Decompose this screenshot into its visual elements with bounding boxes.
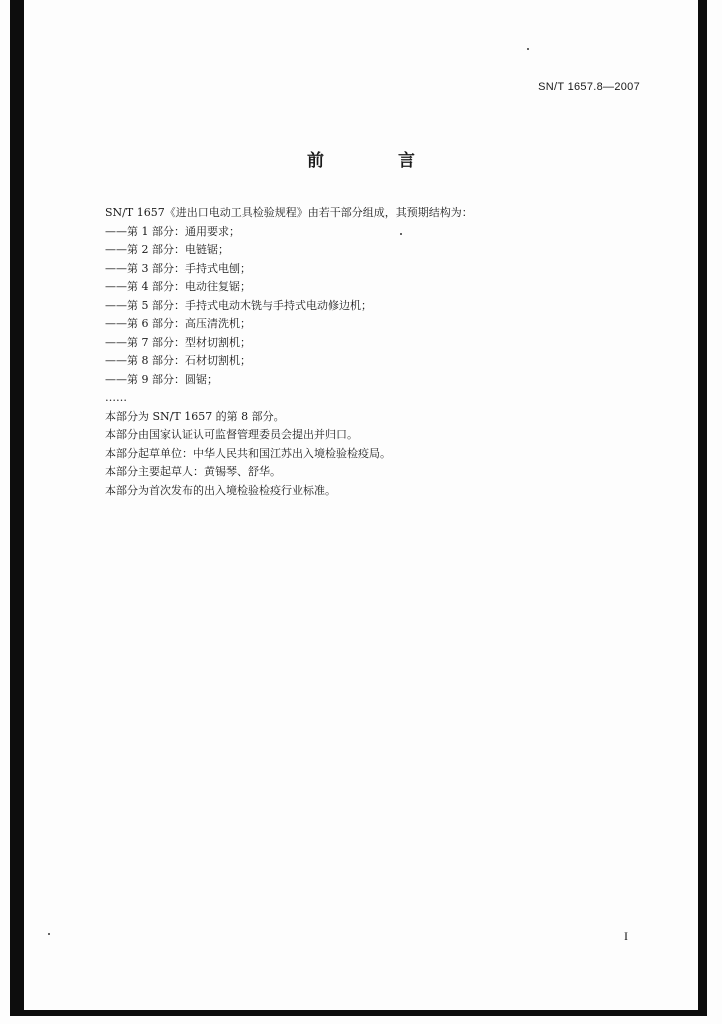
part-list-item: ——第 9 部分：圆锯； <box>105 372 218 386</box>
body-paragraph: 本部分为 SN/T 1657 的第 8 部分。 <box>105 409 285 423</box>
part-list-item: ——第 8 部分：石材切割机； <box>105 354 251 367</box>
scan-speck <box>527 48 529 50</box>
body-paragraph: 本部分为首次发布的出入境检验检疫行业标准。 <box>105 483 336 497</box>
scan-bottom-border <box>10 1010 707 1016</box>
body-paragraph: 本部分起草单位：中华人民共和国江苏出入境检验检疫局。 <box>105 446 391 460</box>
page-title: 前 言 <box>307 151 449 171</box>
part-list-item: ——第 5 部分：手持式电动木铣与手持式电动修边机； <box>105 298 372 312</box>
intro-paragraph: SN/T 1657《进出口电动工具检验规程》由若干部分组成，其预期结构为： <box>105 206 473 219</box>
scan-speck <box>48 933 50 935</box>
page-number: I <box>624 929 628 943</box>
standard-code: SN/T 1657.8—2007 <box>538 81 640 93</box>
part-list-item: ——第 2 部分：电链锯； <box>105 243 229 256</box>
part-list-ellipsis: …… <box>105 391 127 404</box>
body-paragraph: 本部分由国家认证认可监督管理委员会提出并归口。 <box>105 428 358 441</box>
part-list-item: ——第 1 部分：通用要求； <box>105 224 240 238</box>
part-list-item: ——第 4 部分：电动往复锯； <box>105 280 251 293</box>
foreword-body <box>105 204 625 500</box>
part-list-item: ——第 7 部分：型材切割机； <box>105 335 251 349</box>
part-list-item: ——第 3 部分：手持式电刨； <box>105 261 251 275</box>
part-list-item: ——第 6 部分：高压清洗机； <box>105 317 251 330</box>
body-paragraph: 本部分主要起草人：黄锡琴、舒华。 <box>105 465 281 478</box>
